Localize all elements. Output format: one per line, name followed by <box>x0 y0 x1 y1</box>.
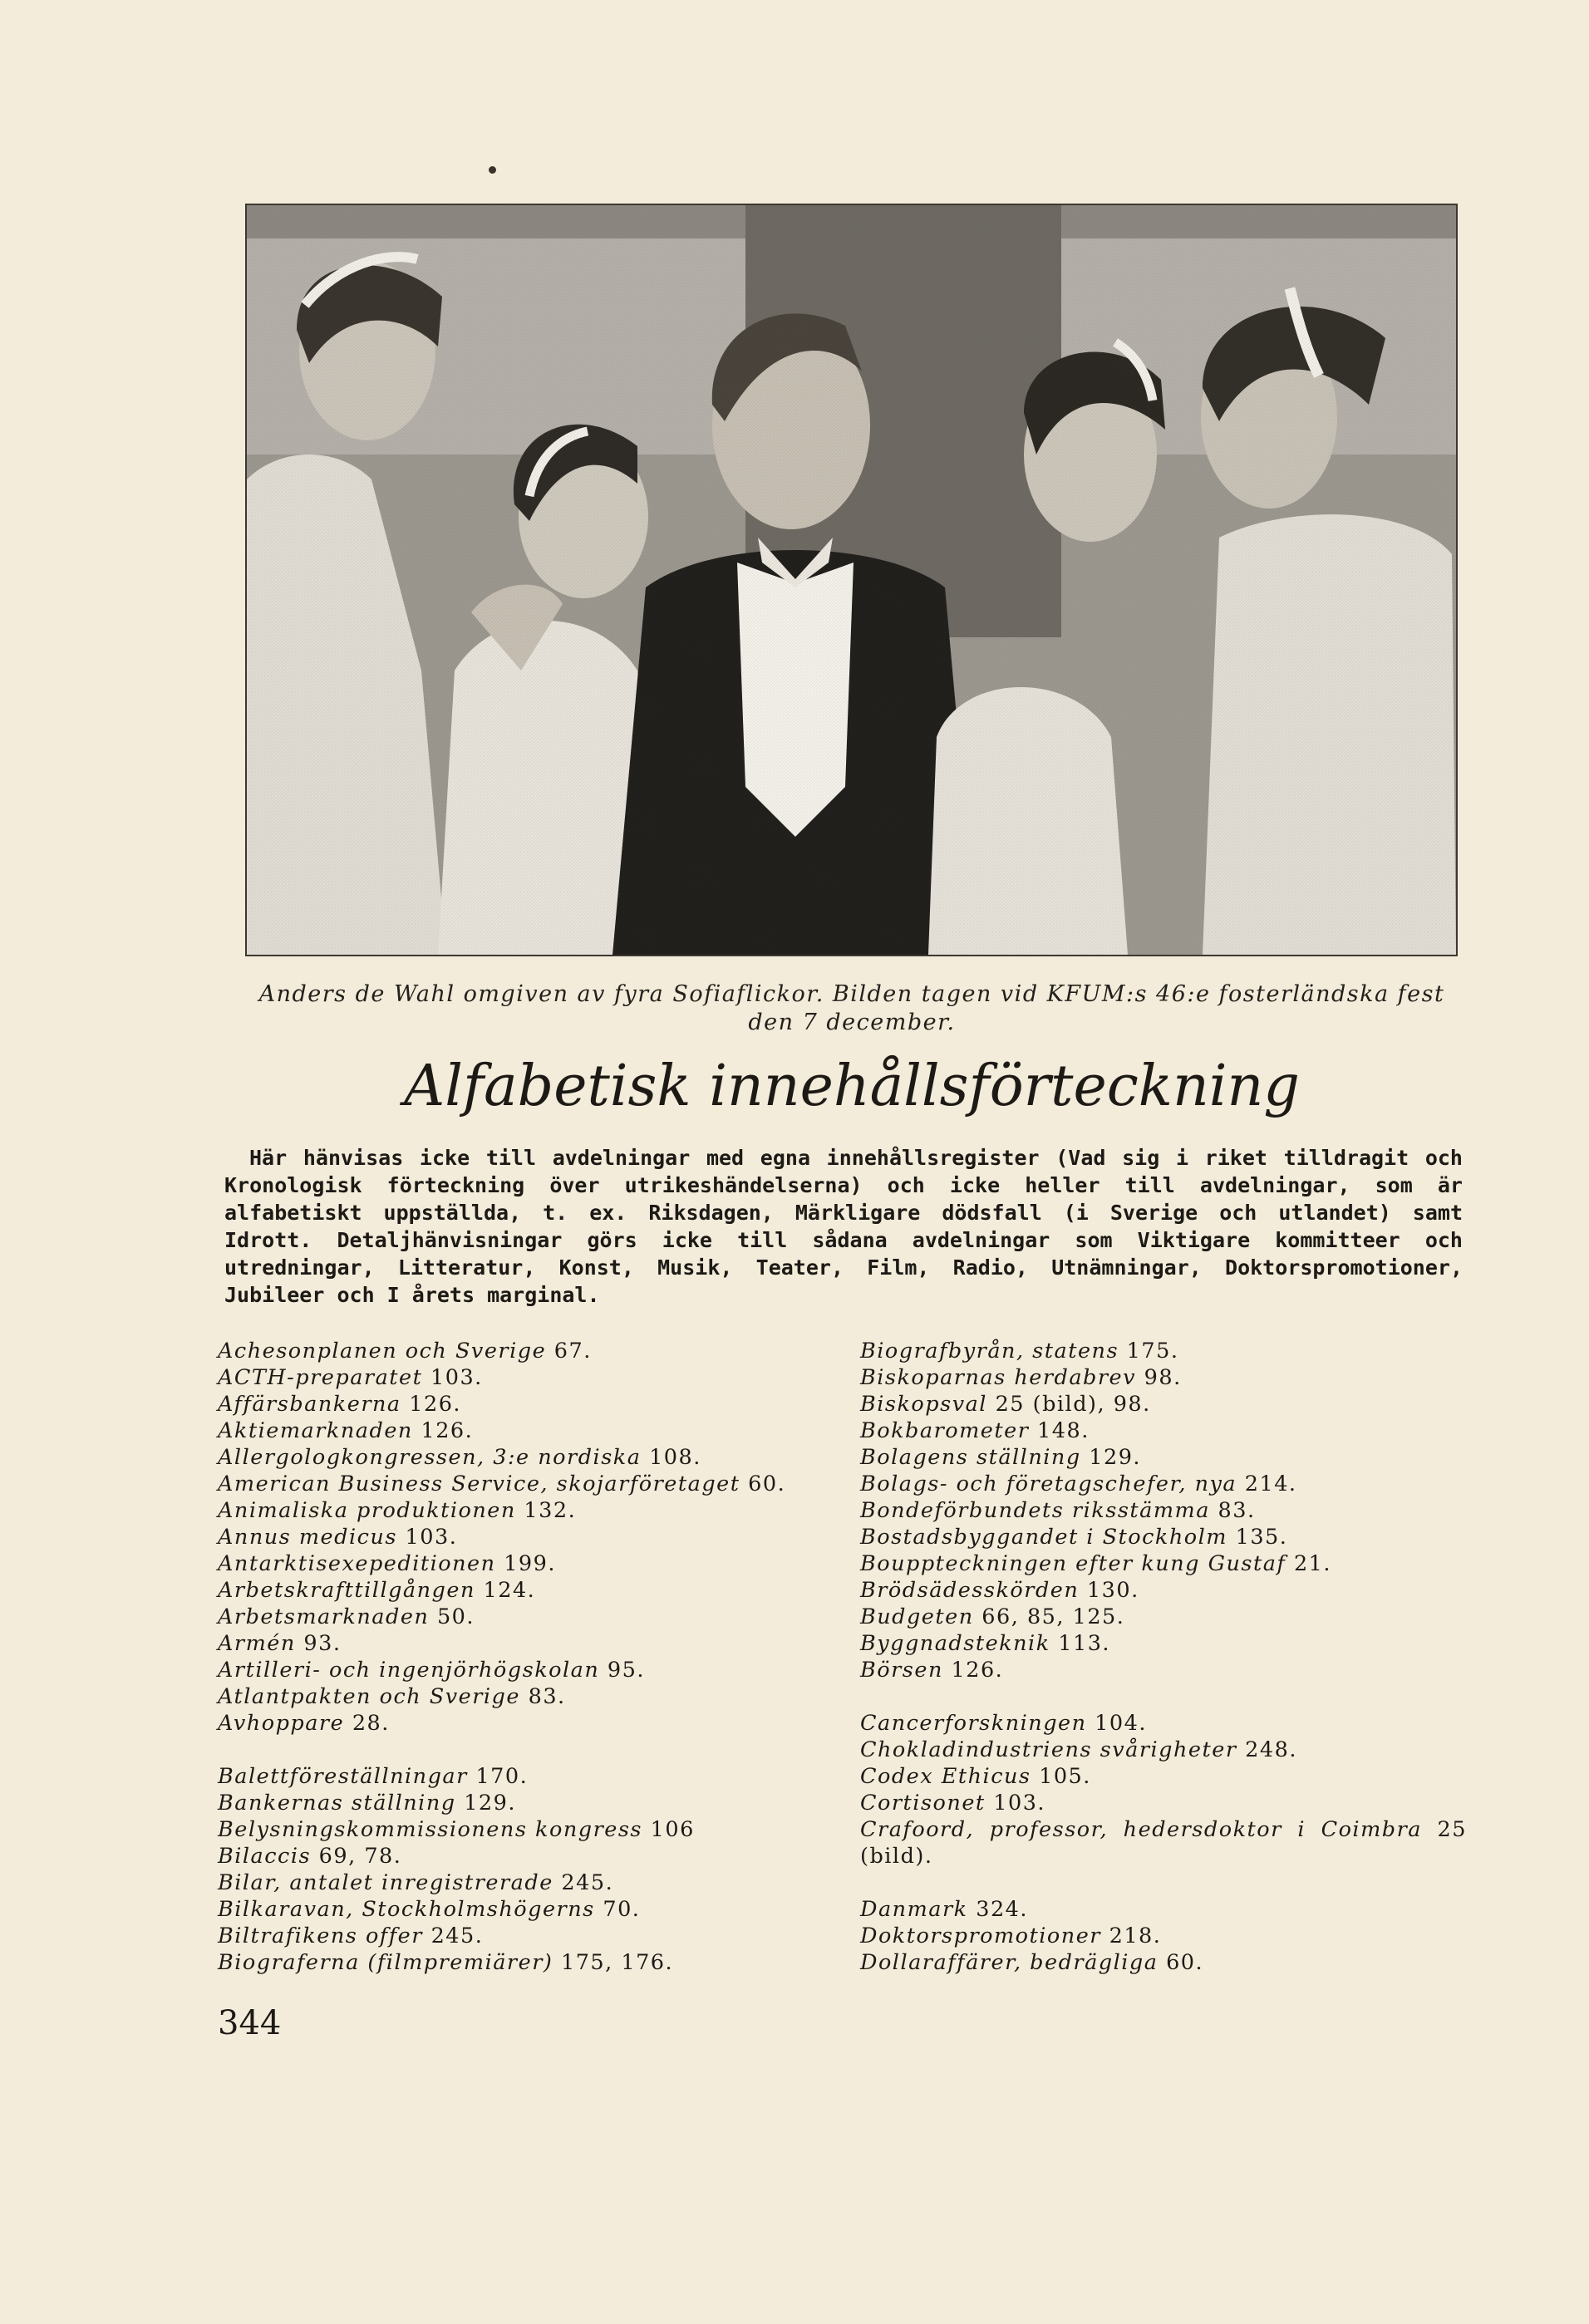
index-group <box>860 1338 1467 1683</box>
index-term: Allergologkongressen, 3:e nordiska <box>218 1445 642 1470</box>
index-pages: 25 (bild), 98. <box>995 1392 1151 1417</box>
index-pages: 175. <box>1126 1339 1179 1363</box>
index-term: Armén <box>218 1631 296 1656</box>
index-pages: 21. <box>1293 1551 1332 1576</box>
index-pages: 126. <box>951 1658 1004 1683</box>
index-term: Antarktisexepeditionen <box>218 1551 496 1576</box>
index-entry <box>218 1417 849 1444</box>
index-entry <box>218 1497 849 1524</box>
index-pages: 126. <box>409 1392 462 1417</box>
index-entry <box>218 1471 849 1497</box>
index-entry <box>218 1630 849 1657</box>
index-term: Belysningskommissionens kongress <box>218 1817 643 1842</box>
index-pages: 199. <box>504 1551 556 1576</box>
index-term: Danmark <box>860 1897 968 1922</box>
index-term: Bolags- och företagschefer, nya <box>860 1472 1237 1496</box>
index-term: Aktiemarknaden <box>218 1418 413 1443</box>
index-entry <box>860 1923 1467 1949</box>
photo-image <box>247 205 1456 955</box>
index-term: Arbetsmarknaden <box>218 1604 430 1629</box>
index-term: Bokbarometer <box>860 1418 1030 1443</box>
index-entry <box>860 1763 1467 1790</box>
index-term: Avhoppare <box>218 1711 345 1736</box>
index-term: Budgeten <box>860 1604 974 1629</box>
index-column-left <box>218 1338 849 2002</box>
index-entry <box>218 1577 849 1604</box>
index-pages: 25 (bild). <box>860 1817 1467 1869</box>
index-pages: 148. <box>1037 1418 1090 1443</box>
index-term: Cortisonet <box>860 1791 986 1815</box>
index-pages: 66, 85, 125. <box>981 1604 1125 1629</box>
index-pages: 135. <box>1235 1525 1288 1550</box>
index-pages: 103. <box>430 1365 483 1390</box>
index-group <box>860 1896 1467 1976</box>
index-entry <box>218 1816 849 1843</box>
index-term: Atlantpakten och Sverige <box>218 1684 520 1709</box>
index-pages: 129. <box>1089 1445 1142 1470</box>
index-entry <box>218 1604 849 1630</box>
index-pages: 28. <box>352 1711 390 1736</box>
index-term: Cancerforskningen <box>860 1711 1087 1736</box>
index-entry <box>860 1471 1467 1497</box>
index-term: Achesonplanen och Sverige <box>218 1339 547 1363</box>
photo-caption: Anders de Wahl omgiven av fyra Sofiaflickor. Bilden tagen vid KFUM:s 46:e fosterländska fest den 7 december. <box>258 981 1445 1035</box>
index-term: Codex Ethicus <box>860 1764 1031 1789</box>
index-entry <box>218 1896 849 1923</box>
index-pages: 93. <box>303 1631 342 1656</box>
index-pages: 132. <box>524 1498 577 1523</box>
index-pages: 214. <box>1244 1472 1297 1496</box>
index-pages: 245. <box>430 1924 484 1948</box>
index-pages: 105. <box>1039 1764 1091 1789</box>
index-entry <box>218 1843 849 1870</box>
index-pages: 248. <box>1245 1737 1297 1762</box>
index-entry <box>860 1657 1467 1683</box>
index-term: Dollaraffärer, bedrägliga <box>860 1950 1159 1975</box>
index-entry <box>860 1896 1467 1923</box>
index-entry <box>860 1550 1467 1577</box>
index-term: Biskoparnas herdabrev <box>860 1365 1137 1390</box>
index-term: Bostadsbyggandet i Stockholm <box>860 1525 1227 1550</box>
index-term: Bolagens ställning <box>860 1445 1081 1470</box>
index-term: Animaliska produktionen <box>218 1498 516 1523</box>
index-entry <box>218 1710 849 1737</box>
index-entry <box>218 1949 849 1976</box>
index-entry <box>218 1763 849 1790</box>
index-column-right <box>860 1338 1467 2002</box>
index-entry <box>860 1949 1467 1976</box>
index-entry <box>218 1683 849 1710</box>
index-term: Bilkaravan, Stockholmshögerns <box>218 1897 595 1922</box>
index-term: Börsen <box>860 1658 943 1683</box>
index-term: Annus medicus <box>218 1525 397 1550</box>
index-entry <box>860 1630 1467 1657</box>
index-pages: 69, 78. <box>318 1844 402 1869</box>
index-entry <box>860 1604 1467 1630</box>
index-term: Biltrafikens offer <box>218 1924 423 1948</box>
index-term: Brödsädesskörden <box>860 1578 1080 1603</box>
index-pages: 60. <box>748 1472 786 1496</box>
index-entry <box>218 1657 849 1683</box>
index-pages: 106 <box>650 1817 695 1842</box>
page-number: 344 <box>218 2004 282 2042</box>
index-term: Crafoord, professor, hedersdoktor i Coimbra <box>860 1817 1422 1842</box>
index-entry <box>218 1870 849 1896</box>
index-entry <box>860 1497 1467 1524</box>
index-term: Affärsbankerna <box>218 1392 401 1417</box>
index-term: ACTH-preparatet <box>218 1365 423 1390</box>
index-pages: 83. <box>528 1684 566 1709</box>
index-term: Biskopsval <box>860 1392 987 1417</box>
index-term: Arbetskrafttillgången <box>218 1578 475 1603</box>
index-pages: 218. <box>1109 1924 1162 1948</box>
index-term: Bondeförbundets riksstämma <box>860 1498 1210 1523</box>
index-pages: 113. <box>1058 1631 1111 1656</box>
index-pages: 108. <box>649 1445 701 1470</box>
index-pages: 60. <box>1166 1950 1204 1975</box>
index-entry <box>860 1338 1467 1364</box>
index-term: Byggnadsteknik <box>860 1631 1050 1656</box>
index-group <box>218 1338 849 1737</box>
index-pages: 104. <box>1095 1711 1147 1736</box>
index-pages: 67. <box>553 1339 592 1363</box>
index-pages: 103. <box>993 1791 1046 1815</box>
index-entry <box>860 1391 1467 1417</box>
index-pages: 324. <box>976 1897 1028 1922</box>
index-entry <box>218 1391 849 1417</box>
index-entry <box>218 1550 849 1577</box>
index-group <box>860 1710 1467 1870</box>
index-pages: 126. <box>421 1418 474 1443</box>
index-term: Artilleri- och ingenjörhögskolan <box>218 1658 600 1683</box>
index-entry <box>860 1577 1467 1604</box>
index-pages: 83. <box>1218 1498 1256 1523</box>
index-term: Balettföreställningar <box>218 1764 468 1789</box>
index-term: American Business Service, skojarföretaget <box>218 1472 740 1496</box>
intro-text: Här hänvisas icke till avdelningar med egna innehållsregister (Vad sig i riket tilldragit och Kronologisk förteckning över utrikeshändelserna) och icke heller till avdelningar, som är alfabetiskt uppställda, t. ex. Riksdagen, Märkligare dödsfall (i Sverige och utlandet) samt Idrott. Detaljhänvisningar görs icke till sådana avdelningar som Viktigare kommitteer och utredningar, Litteratur, Konst, Musik, Teater, Film, Radio, Utnämningar, Doktorspromotioner, Jubileer och I årets marginal. <box>224 1146 1463 1307</box>
index-entry <box>860 1816 1467 1870</box>
index-entry <box>860 1524 1467 1550</box>
index-pages: 129. <box>464 1791 516 1815</box>
index-term: Biograferna (filmpremiärer) <box>218 1950 553 1975</box>
index-term: Bankernas ställning <box>218 1791 456 1815</box>
index-term: Doktorspromotioner <box>860 1924 1101 1948</box>
index-pages: 98. <box>1144 1365 1182 1390</box>
index-pages: 103. <box>405 1525 458 1550</box>
index-term: Bouppteckningen efter kung Gustaf <box>860 1551 1286 1576</box>
index-term: Bilaccis <box>218 1844 312 1869</box>
page-heading: Alfabetisk innehållsförteckning <box>404 1054 1300 1119</box>
index-pages: 95. <box>607 1658 645 1683</box>
index-entry <box>860 1710 1467 1737</box>
index-pages: 70. <box>603 1897 641 1922</box>
index-entry <box>218 1338 849 1364</box>
index-pages: 130. <box>1086 1578 1139 1603</box>
index-entry <box>860 1364 1467 1391</box>
index-entry <box>860 1444 1467 1471</box>
index-entry <box>860 1417 1467 1444</box>
index-entry <box>218 1444 849 1471</box>
index-term: Biografbyrån, statens <box>860 1339 1119 1363</box>
index-term: Bilar, antalet inregistrerade <box>218 1870 553 1895</box>
index-group <box>218 1763 849 1976</box>
page-mark-dot <box>489 166 496 174</box>
index-entry <box>218 1923 849 1949</box>
index-pages: 170. <box>475 1764 529 1789</box>
index-pages: 124. <box>483 1578 536 1603</box>
photo <box>245 204 1458 956</box>
index-entry <box>860 1737 1467 1763</box>
index-entry <box>218 1790 849 1816</box>
index-term: Chokladindustriens svårigheter <box>860 1737 1237 1762</box>
index-entry <box>218 1364 849 1391</box>
index-pages: 175, 176. <box>560 1950 674 1975</box>
intro-paragraph <box>224 1144 1463 1309</box>
index-entry <box>218 1524 849 1550</box>
index-entry <box>860 1790 1467 1816</box>
index-pages: 50. <box>436 1604 475 1629</box>
index-pages: 245. <box>561 1870 614 1895</box>
